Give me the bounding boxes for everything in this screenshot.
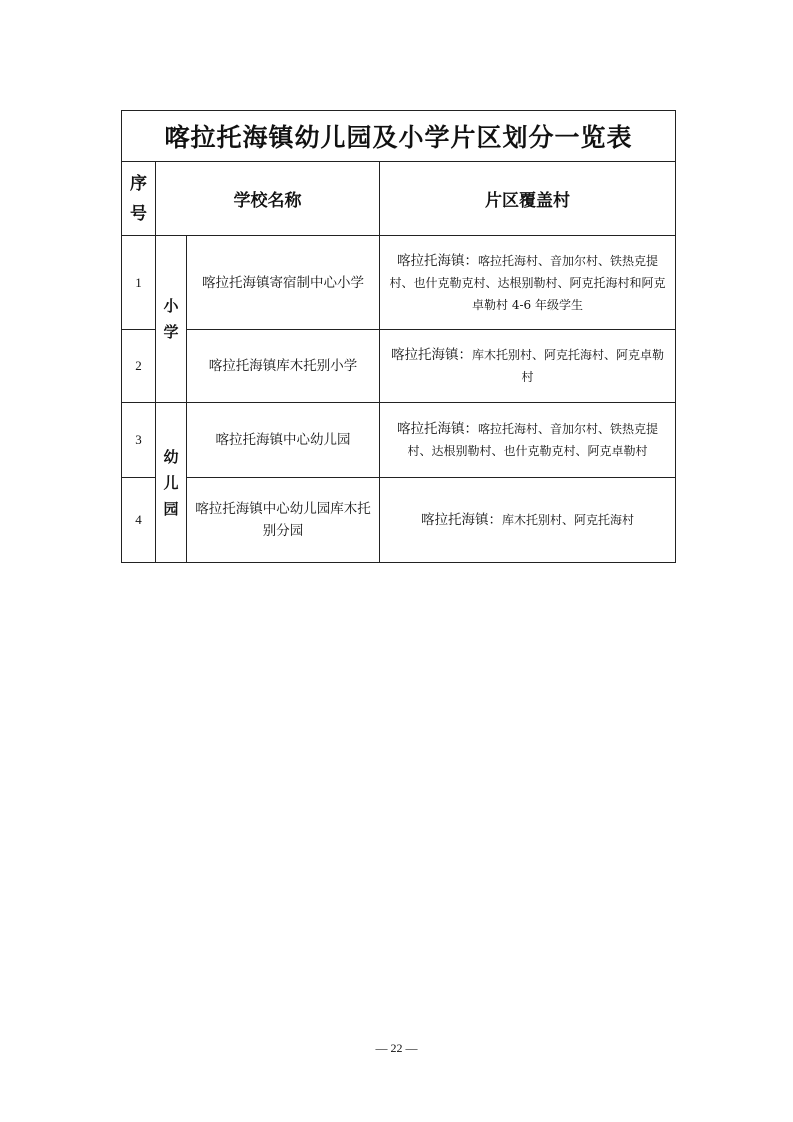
coverage-villages: 喀拉托海村、音加尔村、铁热克提村、达根别勒村、也什克勒克村、阿克卓勒村 bbox=[407, 422, 659, 458]
header-seq-line2: 号 bbox=[130, 203, 147, 224]
coverage-cell bbox=[380, 478, 676, 563]
table-row bbox=[122, 330, 676, 403]
coverage-cell bbox=[380, 403, 676, 478]
coverage-town: 喀拉托海镇： bbox=[421, 512, 502, 528]
header-school-name: 学校名称 bbox=[156, 162, 380, 236]
coverage-town: 喀拉托海镇： bbox=[391, 347, 472, 363]
header-seq-line1: 序 bbox=[130, 173, 147, 194]
school-name: 喀拉托海镇中心幼儿园 bbox=[187, 403, 380, 478]
coverage-villages: 库木托别村、阿克托海村、阿克卓勒村 bbox=[472, 348, 665, 384]
table-title: 喀拉托海镇幼儿园及小学片区划分一览表 bbox=[122, 111, 676, 162]
school-name: 喀拉托海镇中心幼儿园库木托别分园 bbox=[187, 478, 380, 563]
coverage-town: 喀拉托海镇： bbox=[397, 252, 478, 269]
category-kindergarten-line2: 儿 bbox=[163, 473, 179, 492]
table-row bbox=[122, 236, 676, 330]
category-primary-line2: 学 bbox=[163, 323, 179, 341]
category-kindergarten bbox=[156, 403, 187, 563]
coverage-cell bbox=[380, 236, 676, 330]
category-primary-line1: 小 bbox=[163, 297, 179, 315]
category-kindergarten-line3: 园 bbox=[163, 499, 179, 518]
row-number: 4 bbox=[122, 478, 156, 563]
coverage-villages: 库木托别村、阿克托海村 bbox=[502, 513, 635, 527]
table-row bbox=[122, 478, 676, 563]
header-seq bbox=[122, 162, 156, 236]
page-number: — 22 — bbox=[375, 1041, 418, 1055]
category-kindergarten-line1: 幼 bbox=[163, 447, 179, 466]
school-name: 喀拉托海镇寄宿制中心小学 bbox=[187, 236, 380, 330]
coverage-villages: 喀拉托海村、音加尔村、铁热克提村、也什克勒克村、达根别勒村、阿克托海村和阿克卓勒村 4-6 年级学生 bbox=[389, 253, 666, 312]
coverage-cell bbox=[380, 330, 676, 403]
table-row bbox=[122, 403, 676, 478]
coverage-town: 喀拉托海镇： bbox=[397, 421, 478, 437]
row-number: 1 bbox=[122, 236, 156, 330]
school-name: 喀拉托海镇库木托别小学 bbox=[187, 330, 380, 403]
row-number: 2 bbox=[122, 330, 156, 403]
district-table bbox=[121, 110, 676, 563]
category-primary bbox=[156, 236, 187, 403]
row-number: 3 bbox=[122, 403, 156, 478]
header-coverage: 片区覆盖村 bbox=[380, 162, 676, 236]
